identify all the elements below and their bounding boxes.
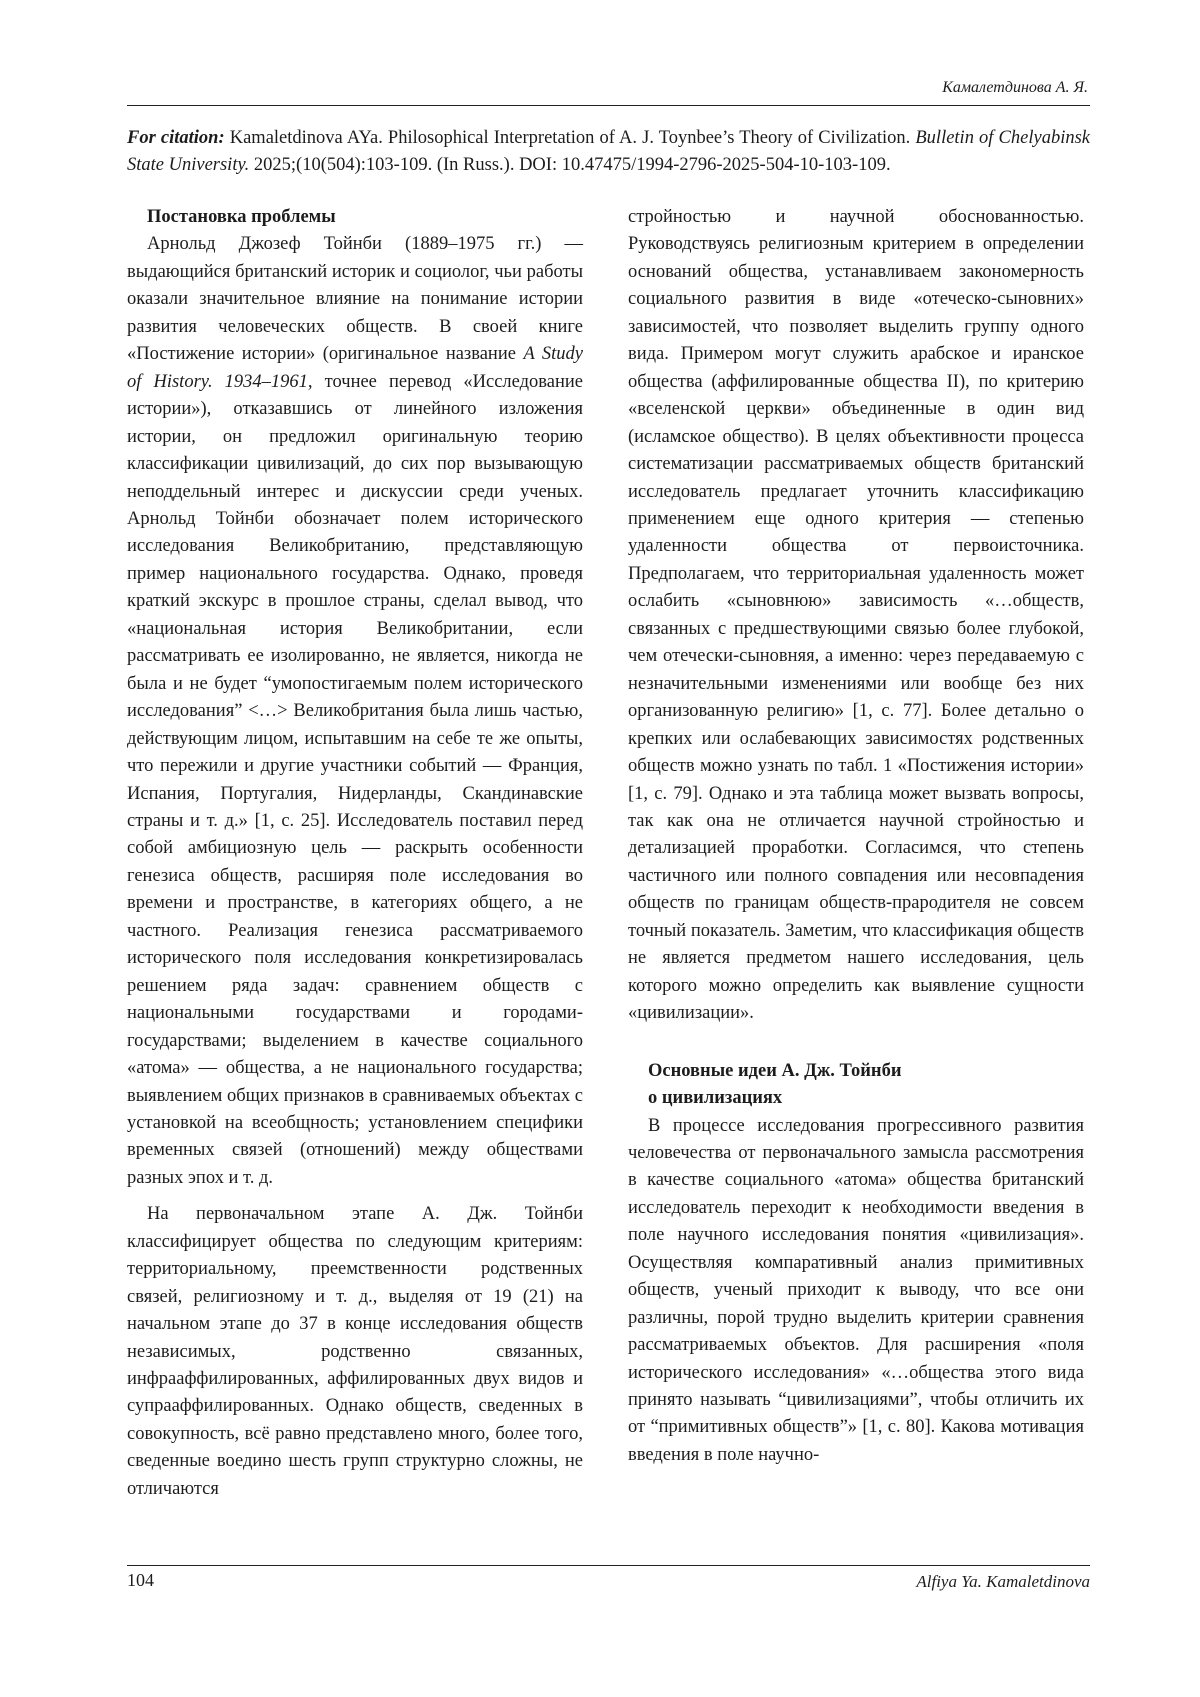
section-heading-ideas xyxy=(628,1058,1084,1113)
book-title: A Study of History. 1934–1961, xyxy=(127,344,583,392)
section-heading-line: Основные идеи А. Дж. Тойнби xyxy=(648,1060,902,1081)
header-rule xyxy=(127,105,1090,106)
section-heading-line: о цивилизациях xyxy=(648,1088,783,1109)
paragraph-text: точнее перевод «Исследование истории»), отказавшись от линейного изложения истории, он предложил оригинальную теорию классификации цивилизаций, до сих пор вызывающую неподдельный интерес и дискуссии среди ученых. Арнольд Тойнби обозначает полем исторического исследования Великобританию, представляющую пример национального государства. Однако, проведя краткий экскурс в прошлое страны, сделал вывод, что «национальная история Великобритании, если рассматривать ее изолированно, не является, никогда не была и не будет “умопостигаемым полем исторического исследования” <…> Великобритания была лишь частью, действующим лицом, испытавшим на себе те же опыты, что пережили и другие участники событий — Франция, Испания, Португалия, Нидерланды, Скандинавские страны и т. д.» [1, с. 25]. Исследователь поставил перед собой амбициозную цель — раскрыть особенности генезиса обществ, расширяя поле исследования во времени и пространстве, в категориях общего, а не частного. Реализация генезиса рассматриваемого исторического поля исследования конкретизировалась решением ряда задач: сравнением обществ с национальными государствами и городами-государствами; выделением в качестве социального «атома» — общества, а не национального государства; выявлением общих признаков в сравниваемых объектах с установкой на всеобщность; установлением специфики временных связей (отношений) между обществами разных эпох и т. д. xyxy=(127,371,583,1188)
page-number: 104 xyxy=(127,1570,154,1590)
footer-rule xyxy=(127,1565,1090,1566)
footer-author: Alfiya Ya. Kamaletdinova xyxy=(916,1572,1090,1591)
right-column xyxy=(628,204,1084,1469)
running-head: Камалетдинова А. Я. xyxy=(942,79,1088,96)
citation-text: Kamaletdinova AYa. Philosophical Interpretation of A. J. Toynbee’s Theory of Civilization. xyxy=(224,128,916,148)
paragraph: На первоначальном этапе А. Дж. Тойнби классифицирует общества по следующим критериям: территориальному, преемственности родственных связей, религиозному и т. д., выделяя от 19 (21) на начальном этапе до 37 в конце исследования обществ независимых, родственно связанных, инфрааффилированных, аффилированных двух видов и супрааффилированных. Однако обществ, сведенных в совокупность, всё равно представлено много, более того, сведенные воедино шесть групп структурно сложны, не отличаются xyxy=(127,1204,583,1499)
left-column xyxy=(127,204,583,1503)
citation-tail: 2025;(10(504):103-109. (In Russ.). DOI: 10.47475/1994-2796-2025-504-10-103-109. xyxy=(249,155,891,175)
section-heading-problem: Постановка проблемы xyxy=(147,207,336,227)
citation-journal: Bulletin of Chelyabinsk State University. xyxy=(127,128,1090,175)
citation-label: For citation: xyxy=(127,128,225,148)
paragraph: В процессе исследования прогрессивного развития человечества от первоначального замысла рассмотрения в качестве социального «атома» общества британский исследователь переходит к необходимости введения в поле научного исследования понятия «цивилизация». Осуществляя компаративный анализ примитивных обществ, ученый приходит к выводу, что все они различны, порой трудно выделить критерии сравнения рассматриваемых объектов. Для расширения «поля исторического исследования» «…общества этого вида принято называть “цивилизациями”, чтобы отличить их от “примитивных обществ”» [1, с. 80]. Какова мотивация введения в поле научно- xyxy=(628,1115,1084,1465)
citation xyxy=(127,125,1090,179)
paragraph: стройностью и научной обоснованностью. Руководствуясь религиозным критерием в определении оснований общества, устанавливаем закономерность социального развития в виде «отеческо-сыновних» зависимостей, что позволяет выделить группу одного вида. Примером могут служить арабское и иранское общества (аффилированные общества II), по критерию «вселенской церкви» объединенные в один вид (исламское общество). В целях объективности процесса систематизации рассматриваемых обществ британский исследователь предлагает уточнить классификацию применением еще одного критерия — степенью удаленности общества от первоисточника. Предполагаем, что территориальная удаленность может ослабить «сыновнюю» зависимость «…обществ, связанных с предшествующими связью более глубокой, чем отечески-сыновняя, а именно: через передаваемую с незначительными изменениями или вообще без них организованную религию» [1, с. 77]. Более детально о крепких или ослабевающих зависимостях родственных обществ можно узнать по табл. 1 «Постижения истории» [1, с. 79]. Однако и эта таблица может вызвать вопросы, так как она не отличается научной стройностью и детализацией проработки. Согласимся, что степень частичного или полного совпадения или несовпадения обществ по границам обществ-прародителя не совсем точный показатель. Заметим, что классификация обществ не является предметом нашего исследования, цель которого можно определить как выявление сущности «цивилизации». xyxy=(628,207,1084,1024)
paragraph xyxy=(127,231,583,1192)
paragraph-text: Арнольд Джозеф Тойнби (1889–1975 гг.) — выдающийся британский историк и социолог, чьи работы оказали значительное влияние на понимание истории развития человеческих обществ. В своей книге «Постижение истории» (оригинальное название xyxy=(127,234,583,365)
